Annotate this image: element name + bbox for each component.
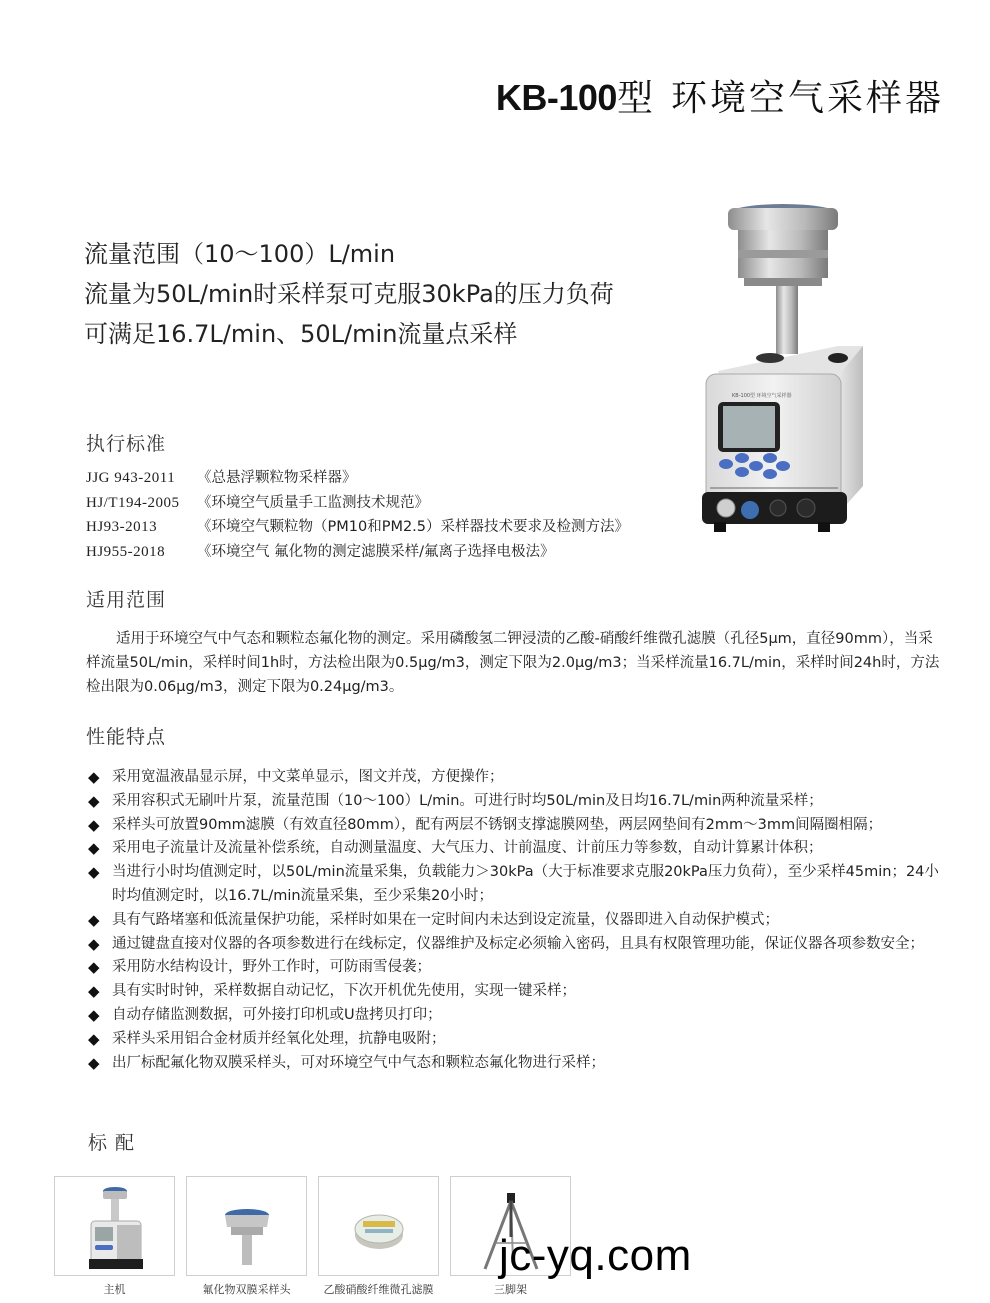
standard-row: [86, 466, 629, 491]
accessory-image: [186, 1176, 307, 1276]
diamond-bullet-icon: ◆: [88, 910, 100, 929]
diamond-bullet-icon: ◆: [88, 839, 100, 858]
accessory-item: [186, 1176, 307, 1297]
product-image: [688, 196, 878, 536]
diamond-bullet-icon: ◆: [88, 863, 100, 882]
feature-item: ◆ 具有气路堵塞和低流量保护功能，采样时如果在一定时间内未达到设定流量，仪器即进入自动保护模式；: [86, 909, 950, 933]
headline-line: 流量范围（10～100）L/min: [84, 240, 396, 268]
air-sampler-icon: [688, 196, 878, 536]
headline-line: 流量为50L/min时采样泵可克服30kPa的压力负荷: [84, 280, 614, 308]
watermark-url: jc-yq.com: [499, 1231, 692, 1280]
accessory-item: [318, 1176, 439, 1297]
accessory-item: [54, 1176, 175, 1297]
standard-code: HJ955-2018: [86, 543, 166, 560]
standard-name: 《环境空气质量手工监测技术规范》: [197, 494, 429, 511]
diamond-bullet-icon: ◆: [88, 982, 100, 1001]
feature-item: ◆ 自动存储监测数据，可外接打印机或U盘拷贝打印；: [86, 1004, 950, 1028]
page-title: [496, 76, 944, 121]
standard-code: JJG 943-2011: [86, 470, 176, 486]
diamond-bullet-icon: ◆: [88, 815, 100, 834]
standard-code: HJ/T194-2005: [86, 494, 180, 511]
standard-row: [86, 491, 629, 516]
scope-heading: 适用范围: [86, 589, 167, 611]
accessory-label: 乙酸硝酸纤维微孔滤膜: [323, 1283, 434, 1296]
model-suffix: 型: [616, 78, 653, 119]
headline-specs: [84, 234, 614, 354]
scope-paragraph: 适用于环境空气中气态和颗粒态氟化物的测定。采用磷酸氢二钾浸渍的乙酸-硝酸纤维微孔滤膜（孔径5μm，直径90mm），当采样流量50L/min，采样时间1h时，方法检出限为0.5μg/m3，测定下限为2.0μg/m3；当采样流量16.7L/min，采样时间24h时，方法检出限为0.06μg/m3，测定下限为0.24μg/m3。: [86, 631, 940, 695]
diamond-bullet-icon: ◆: [88, 768, 100, 786]
standard-name: 《总悬浮颗粒物采样器》: [197, 470, 357, 486]
feature-item: ◆ 采用容积式无刷叶片泵，流量范围（10～100）L/min。可进行时均50L/min及日均16.7L/min两种流量采样；: [86, 790, 950, 814]
standards-heading: 执行标准: [86, 433, 167, 455]
accessories-heading: 标 配: [88, 1132, 136, 1154]
diamond-bullet-icon: ◆: [88, 1053, 100, 1072]
feature-item: ◆ 通过键盘直接对仪器的各项参数进行在线标定，仪器维护及标定必须输入密码，且具有权限管理功能，保证仪器各项参数安全；: [86, 933, 950, 957]
model-number: KB-100: [495, 77, 617, 118]
features-list: [86, 766, 950, 1075]
feature-item: ◆ 采样头可放置90mm滤膜（有效直径80mm），配有两层不锈钢支撑滤膜网垫，两层网垫间有2mm～3mm间隔圈相隔；: [86, 814, 950, 838]
accessory-label: 氟化物双膜采样头: [202, 1283, 291, 1296]
accessory-image: [318, 1176, 439, 1276]
product-name: 环境空气采样器: [670, 78, 944, 119]
headline-line: 可满足16.7L/min、50L/min流量点采样: [84, 320, 518, 348]
diamond-bullet-icon: ◆: [88, 1029, 100, 1048]
feature-item: ◆ 出厂标配氟化物双膜采样头，可对环境空气中气态和颗粒态氟化物进行采样；: [86, 1052, 950, 1076]
feature-item: ◆ 采用电子流量计及流量补偿系统，自动测量温度、大气压力、计前温度、计前压力等参数，自动计算累计体积；: [86, 837, 950, 861]
accessories-gallery: [54, 1176, 571, 1297]
diamond-bullet-icon: ◆: [88, 1005, 100, 1024]
sampler-main-unit-icon: [55, 1177, 175, 1276]
accessory-label: 主机: [103, 1283, 126, 1296]
feature-item: ◆ 采用防水结构设计，野外工作时，可防雨雪侵袭；: [86, 956, 950, 980]
filter-membrane-box-icon: [319, 1177, 439, 1276]
standard-name: 《环境空气 氟化物的测定滤膜采样/氟离子选择电极法》: [197, 543, 555, 560]
svg-text:KB-100型 环境空气采样器: KB-100型 环境空气采样器: [732, 393, 792, 399]
accessory-label: 三脚架: [494, 1283, 527, 1296]
diamond-bullet-icon: ◆: [88, 934, 100, 953]
feature-item: ◆ 当进行小时均值测定时，以50L/min流量采集，负载能力＞30kPa（大于标准要求克服20kPa压力负荷），至少采样45min；24小时均值测定时，以16.7L/min流量采集，至少采集20小时；: [88, 863, 939, 904]
sampling-head-icon: [187, 1177, 307, 1276]
features-heading: 性能特点: [86, 726, 167, 748]
standard-row: [86, 540, 629, 565]
standard-name: 《环境空气颗粒物（PM10和PM2.5）采样器技术要求及检测方法》: [197, 519, 630, 535]
feature-item: ◆ 采用宽温液晶显示屏，中文菜单显示，图文并茂，方便操作；: [86, 766, 950, 790]
diamond-bullet-icon: ◆: [88, 958, 100, 977]
feature-item: ◆ 采样头采用铝合金材质并经氧化处理，抗静电吸附；: [86, 1028, 950, 1052]
feature-item: ◆ 具有实时时钟，采样数据自动记忆，下次开机优先使用，实现一键采样；: [86, 980, 950, 1004]
standard-row: [86, 515, 629, 540]
standards-list: [86, 466, 629, 564]
standard-code: HJ93-2013: [86, 519, 158, 535]
accessory-image: [54, 1176, 175, 1276]
diamond-bullet-icon: ◆: [88, 791, 100, 810]
